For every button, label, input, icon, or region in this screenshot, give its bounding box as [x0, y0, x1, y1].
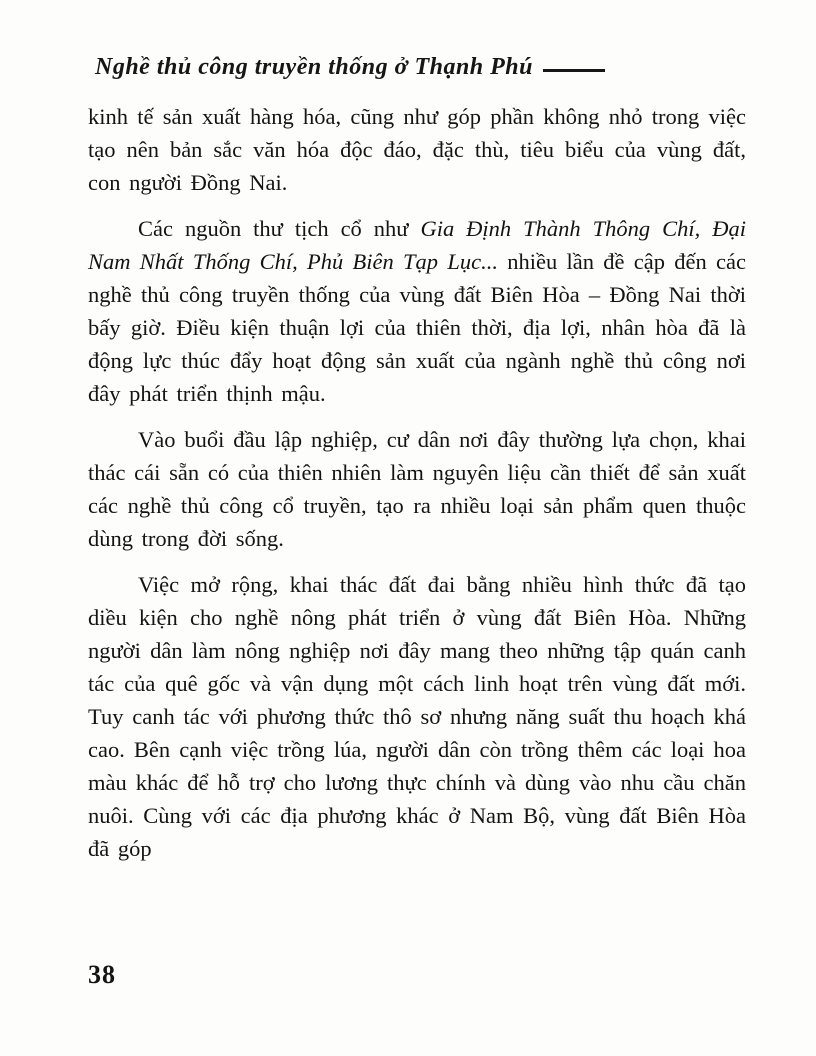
- text-run: nhiều lần đề cập đến các nghề thủ công truyền thống của vùng đất Biên Hòa – Đồng Nai thời bấy giờ. Điều kiện thuận lợi của thiên thời, địa lợi, nhân hòa đã là động lực thúc đẩy hoạt động sản xuất của ngành nghề thủ công nơi đây phát triển thịnh mậu.: [88, 249, 746, 406]
- running-header: [95, 54, 735, 81]
- text-run: Vào buổi đầu lập nghiệp, cư dân nơi đây thường lựa chọn, khai thác cái sẵn có của thiên nhiên làm nguyên liệu cần thiết để sản xuất các nghề thủ công cổ truyền, tạo ra nhiều loại sản phẩm quen thuộc dùng trong đời sống.: [88, 427, 746, 551]
- paragraph-2: [88, 212, 746, 410]
- running-header-title: Nghề thủ công truyền thống ở Thạnh Phú: [95, 54, 534, 80]
- text-run: Việc mở rộng, khai thác đất đai bằng nhiều hình thức đã tạo diều kiện cho nghề nông phát triển ở vùng đất Biên Hòa. Những người dân làm nông nghiệp nơi đây mang theo những tập quán canh tác của quê gốc và vận dụng một cách linh hoạt trên vùng đất mới. Tuy canh tác với phương thức thô sơ nhưng năng suất thu hoạch khá cao. Bên cạnh việc trồng lúa, người dân còn trồng thêm các loại hoa màu khác để hỗ trợ cho lương thực chính và dùng vào nhu cầu chăn nuôi. Cùng với các địa phương khác ở Nam Bộ, vùng đất Biên Hòa đã góp: [88, 572, 746, 861]
- book-titles-italic-run: Gia Định Thành Thông Chí, Đại Nam Nhất Thống Chí, Phủ Biên Tạp Lục...: [88, 216, 746, 274]
- text-run: Các nguồn thư tịch cổ như: [138, 216, 421, 241]
- paragraph-4: [88, 568, 746, 865]
- paragraph-1: [88, 100, 746, 199]
- header-rule-line: [543, 69, 605, 72]
- paragraph-3: [88, 423, 746, 555]
- body-text: [88, 100, 746, 878]
- text-run: kinh tế sản xuất hàng hóa, cũng như góp phần không nhỏ trong việc tạo nên bản sắc văn hóa độc đáo, đặc thù, tiêu biểu của vùng đất, con người Đồng Nai.: [88, 104, 746, 195]
- page-number: 38: [88, 960, 116, 989]
